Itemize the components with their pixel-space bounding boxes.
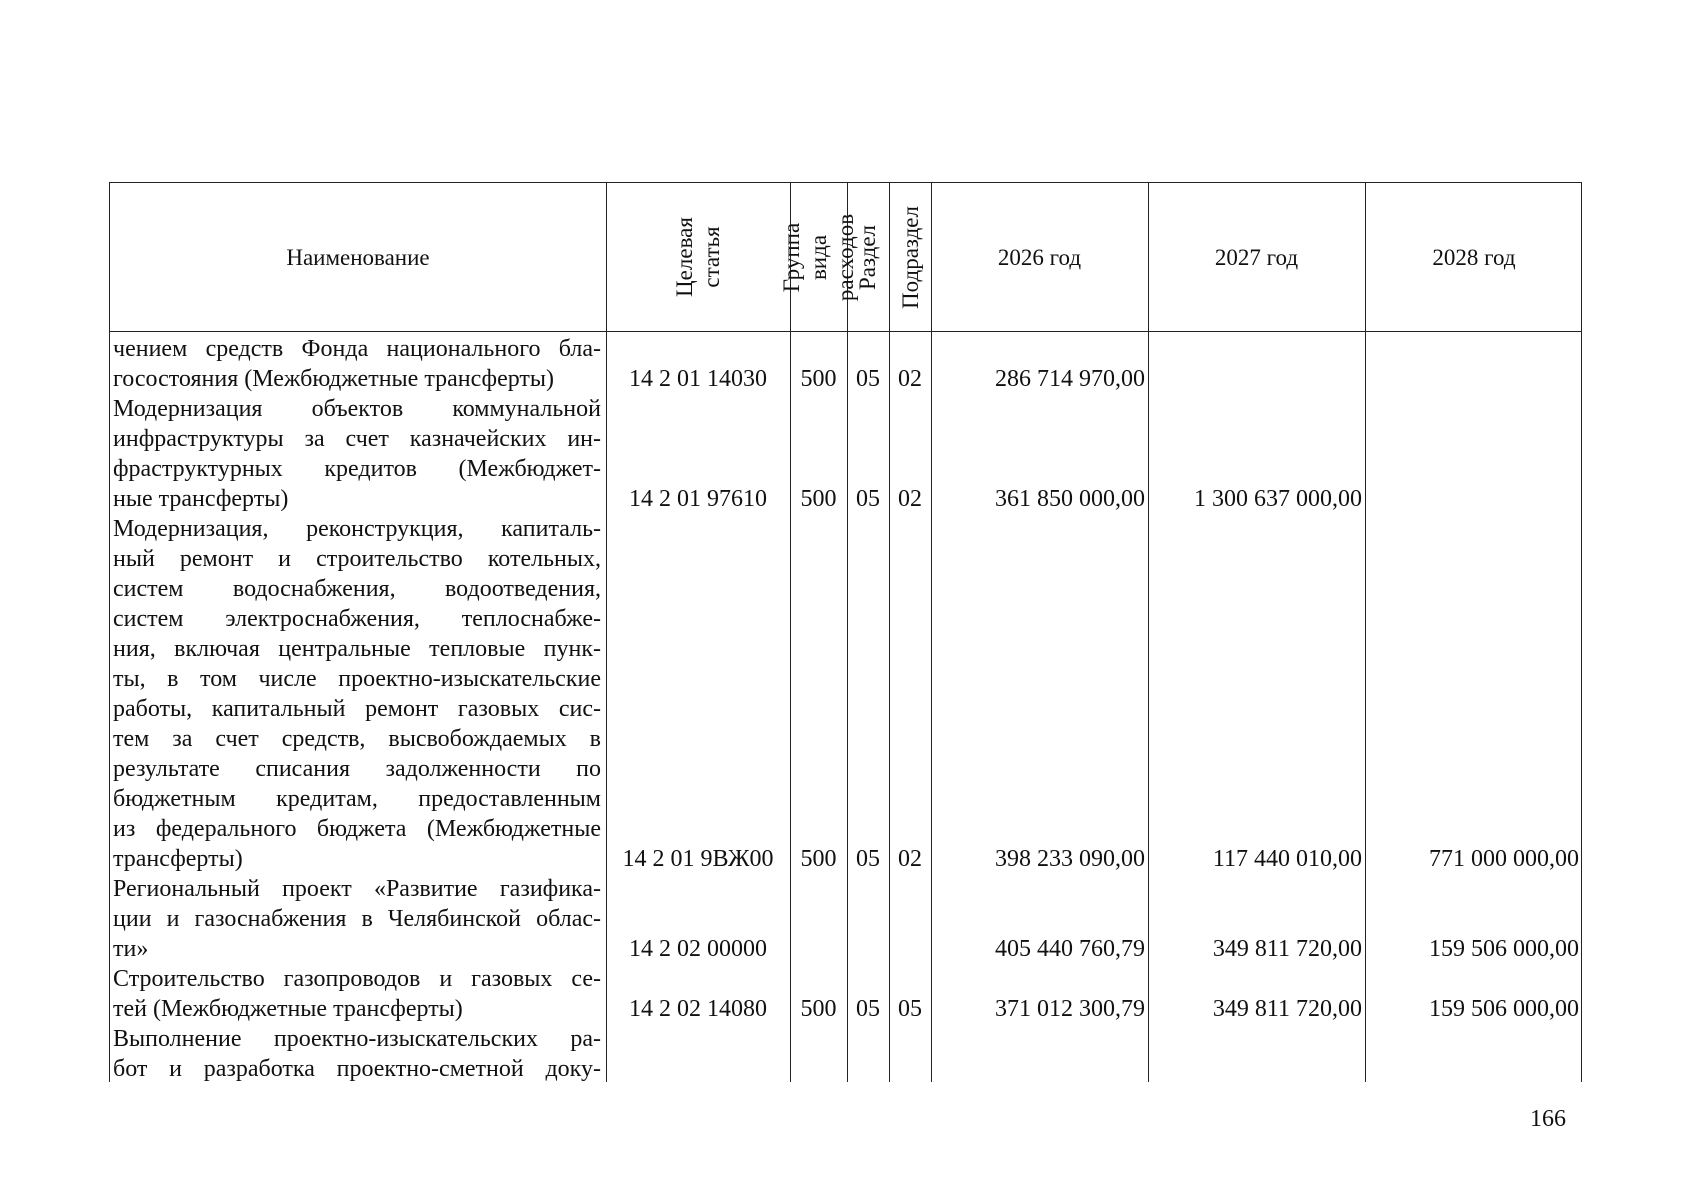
table-row-name: Модернизация, реконструкция, капиталь- ный ремонт и строительство котельных, систем водоснабжения, водоотведения, систем электроснабжения, теплоснабже- ния, включая центральные тепловые пунк- ты, в том числе проектно-изыскательские работы, капитальный ремонт газовых сис- тем за счет средств, высвобождаемых в результате списания задолженности по бюджетным кредитам, предоставленным из федерального бюджета (Межбюджетные трансферты) — [113, 516, 601, 872]
table-row-name: чением средств Фонда национального бла- госостояния (Межбюджетные трансферты) — [113, 336, 601, 392]
header-name: Наименование — [286, 244, 430, 270]
cell-2026: 398 233 090,00 — [995, 846, 1145, 872]
cell-section: 05 — [856, 846, 880, 872]
cell-target: 14 2 01 9ВЖ00 — [622, 846, 774, 872]
cell-2028: 771 000 000,00 — [1429, 846, 1579, 872]
header-divider — [110, 331, 1581, 332]
cell-2027: 349 811 720,00 — [1212, 936, 1362, 962]
cell-section: 05 — [856, 486, 880, 512]
cell-target: 14 2 02 14080 — [629, 996, 767, 1022]
cell-section: 05 — [856, 366, 880, 392]
cell-group: 500 — [800, 486, 837, 512]
cell-target: 14 2 01 97610 — [629, 486, 767, 512]
table-row-name: Выполнение проектно-изыскательских ра- бот и разработка проектно-сметной доку- — [113, 1026, 601, 1082]
cell-target: 14 2 01 14030 — [629, 366, 767, 392]
cell-section: 05 — [856, 996, 880, 1022]
cell-subsection: 02 — [898, 486, 922, 512]
page-number: 166 — [1530, 1106, 1566, 1132]
table-row-name: Строительство газопроводов и газовых се- тей (Межбюджетные трансферты) — [113, 966, 601, 1022]
cell-2027: 1 300 637 000,00 — [1194, 486, 1362, 512]
cell-group: 500 — [800, 996, 837, 1022]
cell-2026: 286 714 970,00 — [995, 366, 1145, 392]
header-2028: 2028 год — [1432, 244, 1516, 270]
cell-2028: 159 506 000,00 — [1429, 996, 1579, 1022]
cell-2027: 349 811 720,00 — [1212, 996, 1362, 1022]
cell-subsection: 02 — [898, 366, 922, 392]
cell-group: 500 — [800, 846, 837, 872]
budget-table — [109, 182, 1582, 1082]
header-subsection: Подраздел — [897, 205, 923, 309]
cell-subsection: 05 — [898, 996, 922, 1022]
cell-2027: 117 440 010,00 — [1212, 846, 1362, 872]
header-2026: 2026 год — [997, 244, 1082, 270]
header-section: Раздел — [855, 224, 881, 290]
cell-subsection: 02 — [898, 846, 922, 872]
cell-2026: 405 440 760,79 — [995, 936, 1145, 962]
header-2027: 2027 год — [1214, 244, 1299, 270]
cell-target: 14 2 02 00000 — [629, 936, 767, 962]
header-target: Целевая статья — [672, 217, 724, 297]
cell-group: 500 — [800, 366, 837, 392]
table-row-name: Модернизация объектов коммунальной инфраструктуры за счет казначейских ин- фраструктурных кредитов (Межбюджет- ные трансферты) — [113, 396, 601, 512]
cell-2028: 159 506 000,00 — [1429, 936, 1579, 962]
cell-2026: 361 850 000,00 — [995, 486, 1145, 512]
table-row-name: Региональный проект «Развитие газифика- ции и газоснабжения в Челябинской облас- ти» — [113, 876, 601, 962]
cell-2026: 371 012 300,79 — [995, 996, 1145, 1022]
header-group: Группа вида расходов — [779, 213, 859, 301]
